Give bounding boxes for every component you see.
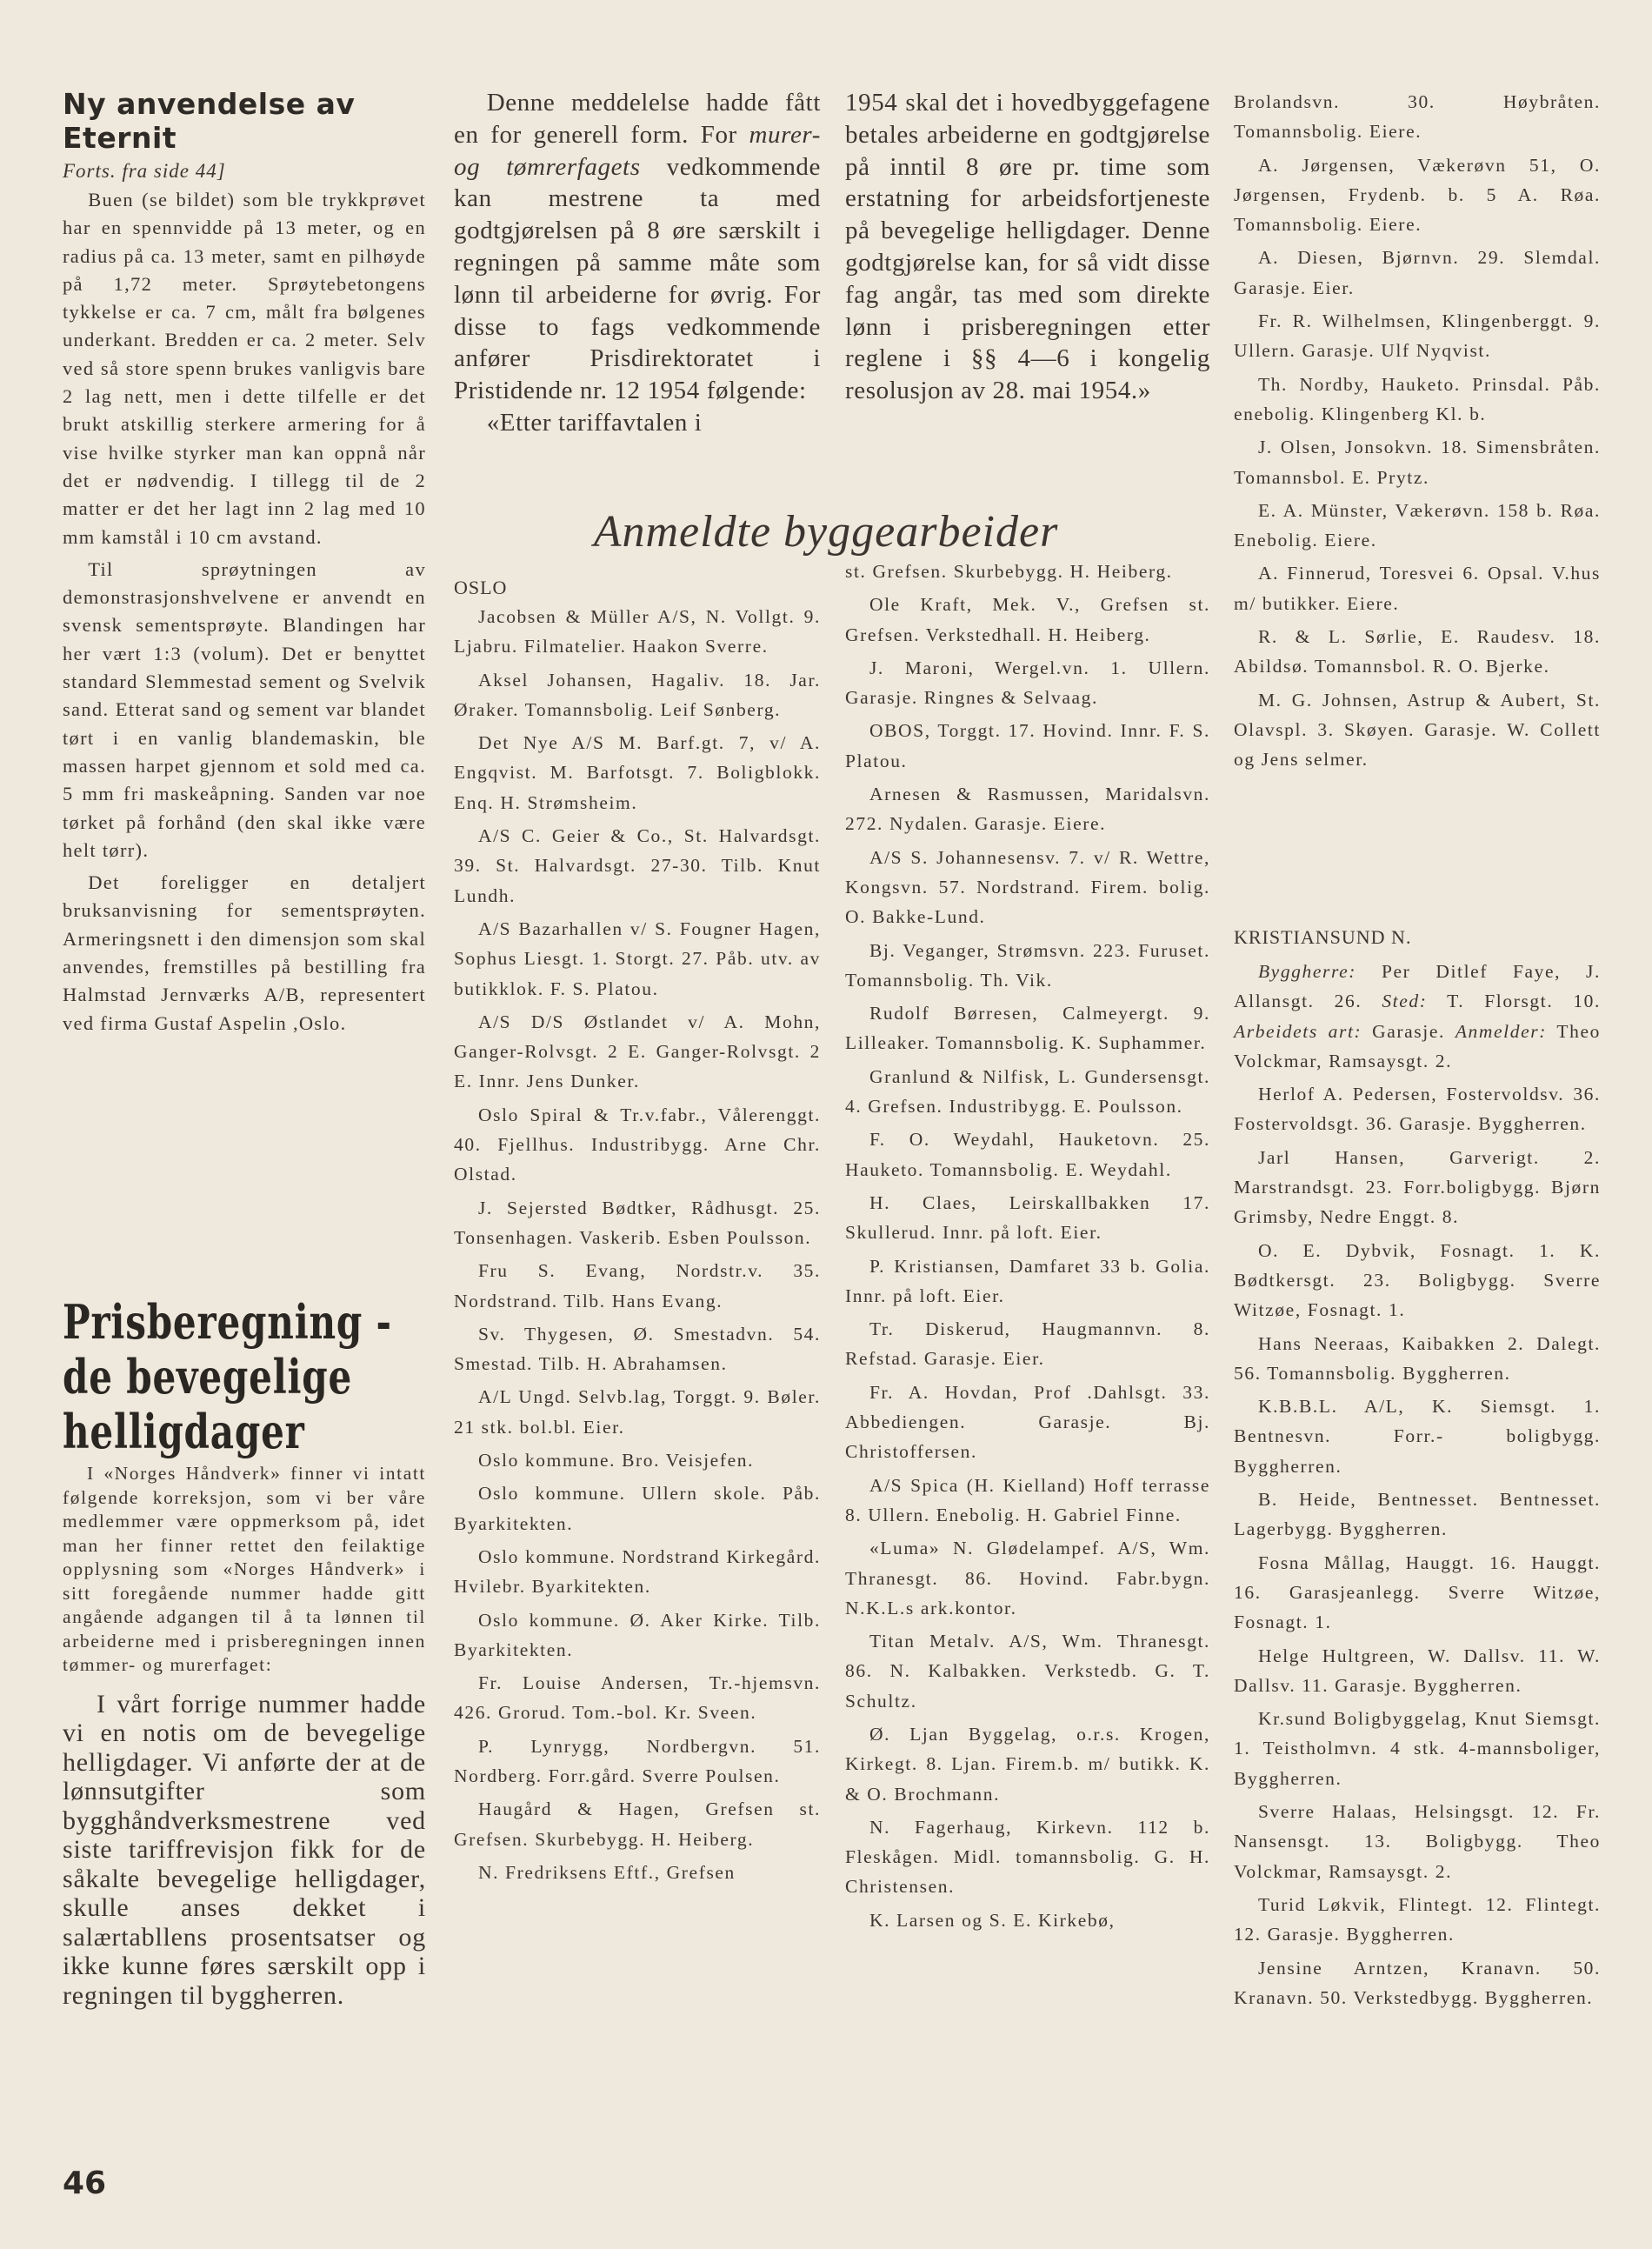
list-item: P. Lynrygg, Nordbergvn. 51. Nordberg. Forr.gård. Sverre Poulsen.	[454, 1735, 821, 1786]
list-item: OBOS, Torggt. 17. Hovind. Innr. F. S. Platou.	[845, 720, 1210, 771]
listing-column	[1234, 924, 1601, 2016]
list-item: Det foreligger en detaljert bruksanvisning for sementsprøyten. Armeringsnett i den dimensjon som skal anvendes, fremstilles på bestilling fra Halmstad Jernværks A/B, representert ved firma Gustaf Aspelin ,Oslo.	[63, 871, 426, 1034]
list-item: Th. Nordby, Hauketo. Prinsdal. Påb. enebolig. Klingenberg Kl. b.	[1234, 373, 1601, 424]
list-item	[454, 407, 821, 439]
article-title	[63, 1294, 426, 1459]
list-item: N. Fredriksens Eftf., Grefsen	[477, 1861, 736, 1883]
list-item: Herlof A. Pedersen, Fostervoldsv. 36. Fostervoldsgt. 36. Garasje. Byggherren.	[1234, 1084, 1601, 1135]
list-item: Sverre Halaas, Helsingsgt. 12. Fr. Nansensgt. 13. Boligbygg. Theo Volckmar, Ramsaysgt. 2.	[1234, 1801, 1601, 1882]
list-item: Fr. R. Wilhelmsen, Klingenberggt. 9. Ullern. Garasje. Ulf Nyqvist.	[1234, 310, 1601, 362]
list-item: A/S D/S Østlandet v/ A. Mohn, Ganger-Rolvsgt. 2 E. Ganger-Rolvsgt. 2 E. Innr. Jens Dunker.	[454, 1011, 821, 1092]
text-segment: Denne meddelelse hadde fått en for generell form. For	[454, 89, 821, 149]
list-item: N. Fagerhaug, Kirkevn. 112 b. Fleskågen. Midl. tomannsbolig. G. H. Christensen.	[845, 1816, 1210, 1898]
list-item: Fr. Louise Andersen, Tr.-hjemsvn. 426. Grorud. Tom.-bol. Kr. Sveen.	[454, 1672, 821, 1724]
section-heading-oslo: OSLO	[454, 577, 508, 598]
list-item: A. Diesen, Bjørnvn. 29. Slemdal. Garasje. Eier.	[1234, 247, 1601, 298]
listing-title: Anmeldte byggearbeider	[593, 507, 1059, 557]
list-item: Oslo Spiral & Tr.v.fabr., Vålerenggt. 40. Fjellhus. Industribygg. Arne Chr. Olstad.	[454, 1104, 821, 1185]
list-item: R. & L. Sørlie, E. Raudesv. 18. Abildsø. Tomannsbol. R. O. Bjerke.	[1234, 626, 1601, 677]
list-item: A/S S. Johannesensv. 7. v/ R. Wettre, Kongsvn. 57. Nordstrand. Firem. bolig. O. Bakke-Lund.	[845, 846, 1210, 928]
list-item: A/S C. Geier & Co., St. Halvardsgt. 39. St. Halvardsgt. 27-30. Tilb. Knut Lundh.	[454, 825, 821, 906]
list-item: Fru S. Evang, Nordstr.v. 35. Nordstrand. Tilb. Hans Evang.	[454, 1260, 821, 1311]
list-item: A/S Bazarhallen v/ S. Fougner Hagen, Sophus Liesgt. 1. Storgt. 27. Påb. utv. av butikklok. F. S. Platou.	[454, 918, 821, 999]
list-item: K. Larsen og S. E. Kirkebø,	[869, 1909, 1116, 1931]
list-item: Tr. Diskerud, Haugmannvn. 8. Refstad. Garasje. Eier.	[845, 1318, 1210, 1370]
list-item: Oslo kommune. Bro. Veisjefen.	[477, 1450, 755, 1472]
italic-label: murer- og tømrerfagets	[454, 120, 821, 181]
list-item: A. Jørgensen, Vækerøvn 51, O. Jørgensen, Frydenb. b. 5 A. Røa. Tomannsbolig. Eiere.	[1234, 154, 1601, 236]
title-line: de bevegelige	[63, 1349, 353, 1405]
list-item: Haugård & Hagen, Grefsen st. Grefsen. Skurbebygg. H. Heiberg.	[454, 1799, 821, 1850]
continued-note: Forts. fra side 44]	[63, 160, 226, 182]
list-item: Hans Neeraas, Kaibakken 2. Dalegt. 56. Tomannsbolig. Byggherren.	[1234, 1332, 1601, 1384]
section-heading-kristiansund: KRISTIANSUND N.	[1234, 926, 1412, 948]
list-item: Jarl Hansen, Garverigt. 2. Marstrandsgt. 23. Forr.boligbygg. Bjørn Grimsby, Nedre Enggt. 8.	[1234, 1146, 1601, 1228]
list-item: Oslo kommune. Ullern skole. Påb. Byarkitekten.	[454, 1483, 821, 1534]
list-item: F. O. Weydahl, Hauketovn. 25. Hauketo. Tomannsbolig. E. Weydahl.	[845, 1129, 1210, 1180]
list-item: Bj. Veganger, Strømsvn. 223. Furuset. Tomannsbolig. Th. Vik.	[845, 939, 1210, 991]
list-item: «Luma» N. Glødelampef. A/S, Wm. Thranesgt. 86. Hovind. Fabr.bygn. N.K.L.s ark.kontor.	[845, 1538, 1210, 1618]
list-item: Helge Hultgreen, W. Dallsv. 11. W. Dallsv. 11. Garasje. Byggherren.	[1234, 1645, 1601, 1696]
list-item: Til sprøytningen av demonstrasjonshvelvene er anvendt en svensk sementsprøyte. Blandingen har her vært 1:3 (volum). Det er benyttet standard Slemmestad sement og Svelvik sand. Etterat sand og sement var blandet tørt i en vanlig blandemaskin, ble massen harpet gjennom et sold med ca. 5 mm fri maskeåpning. Sanden var noe tørket på forhånd (den skal ikke være helt tørr).	[63, 557, 426, 861]
list-item: Fr. A. Hovdan, Prof .Dahlsgt. 33. Abbediengen. Garasje. Bj. Christoffersen.	[845, 1381, 1210, 1463]
text-segment: Garasje.	[1362, 1020, 1455, 1042]
title-line: Prisberegning -	[63, 1294, 392, 1350]
italic-label: Byggherre:	[1257, 961, 1357, 982]
list-item: M. G. Johnsen, Astrup & Aubert, St. Olavspl. 3. Skøyen. Garasje. W. Collett og Jens selmer.	[1234, 689, 1601, 771]
list-item: Ole Kraft, Mek. V., Grefsen st. Grefsen. Verkstedhall. H. Heiberg.	[845, 594, 1210, 645]
article-eternit	[63, 87, 426, 1042]
list-item: B. Heide, Bentnesset. Bentnesset. Lagerbygg. Byggherren.	[1234, 1489, 1601, 1540]
list-item: Fosna Mållag, Hauggt. 16. Hauggt. 16. Garasjeanlegg. Sverre Witzøe, Fosnagt. 1.	[1234, 1552, 1601, 1633]
list-item: Oslo kommune. Nordstrand Kirkegård. Hvilebr. Byarkitekten.	[454, 1545, 821, 1598]
intro-paragraph: I «Norges Håndverk» finner vi intatt følgende korreksjon, som vi ber våre medlemmer være oppmerksom på, idet man her finner rettet den feilaktige opplysning som «Norges Håndverk» i sitt foregående nummer hadde gitt angående adgangen til å ta lønnen til arbeiderne med i prisberegningen innen tømmer- og murerfaget:	[63, 1463, 426, 1675]
listing-column	[845, 557, 1210, 1939]
list-item: Kr.sund Boligbyggelag, Knut Siemsgt. 1. Teistholmvn. 4 stk. 4-mannsboliger, Byggherren.	[1234, 1708, 1601, 1789]
italic-label: Sted:	[1382, 991, 1428, 1012]
list-item: Aksel Johansen, Hagaliv. 18. Jar. Øraker. Tomannsbolig. Leif Sønberg.	[454, 669, 821, 720]
list-item: J. Olsen, Jonsokvn. 18. Simensbråten. Tomannsbol. E. Prytz.	[1234, 437, 1601, 488]
article-title: Ny anvendelse av Eternit	[63, 87, 356, 155]
list-item: Jensine Arntzen, Kranavn. 50. Kranavn. 50. Verkstedbygg. Byggherren.	[1234, 1957, 1601, 2008]
list-item: E. A. Münster, Vækerøvn. 158 b. Røa. Enebolig. Eiere.	[1234, 499, 1601, 551]
list-item	[454, 87, 821, 407]
italic-label: Anmelder:	[1455, 1020, 1547, 1042]
list-item: Buen (se bildet) som ble trykkprøvet har en spennvidde på 13 meter, og en radius på ca. 13 meter, samt en pilhøyde på 1,72 meter. Sprøytebetongens tykkelse er ca. 7 cm, målt fra bølgenes underkant. Bredden er ca. 2 meter. Selv ved så store spenn brukes vanligvis bare 2 lag nett, men i dette tilfelle er det brukt atskillig sterkere armering for å vise hvilke styrker man kan oppnå når det er nødvendig. I tillegg til de 2 matter er det her lagt inn 2 lag med 10 mm kamstål i 10 cm avstand.	[63, 189, 426, 548]
article-continuation	[454, 87, 821, 439]
text-segment: «Etter tariffavtalen i	[486, 408, 703, 437]
list-item: Jacobsen & Müller A/S, N. Vollgt. 9. Ljabru. Filmatelier. Haakon Sverre.	[454, 606, 821, 657]
list-item: P. Kristiansen, Damfaret 33 b. Golia. Innr. på loft. Eier.	[845, 1255, 1210, 1306]
quote-paragraph: I vårt forrige nummer hadde vi en notis om de bevegelige helligdager. Vi anførte der at de lønnsutgifter som bygghåndverksmestrene ved siste tariffrevisjon fikk for de såkalte bevegelige helligdager, skulle anses dekket i salærtabllens prosentsatser og ikke kunne føres særskilt opp i regningen til byggherren.	[63, 1689, 426, 2010]
article-body	[63, 186, 426, 1038]
quote-continuation: 1954 skal det i hovedbyggefagene betales arbeiderne en godtgjørelse på inntil 8 øre pr. time som erstatning for arbeidsfortjeneste på bevegelige helligdager. Denne godtgjørelse kan, for så vidt disse fag angår, tas med som direkte lønn i prisberegningen etter reglene i §§ 4—6 i kongelig resolusjon av 28. mai 1954.»	[845, 89, 1210, 405]
list-item: H. Claes, Leirskallbakken 17. Skullerud. Innr. på loft. Eier.	[845, 1191, 1210, 1244]
list-item: Titan Metalv. A/S, Wm. Thranesgt. 86. N. Kalbakken. Verkstedb. G. T. Schultz.	[845, 1631, 1210, 1712]
list-item: A. Finnerud, Toresvei 6. Opsal. V.hus m/ butikker. Eiere.	[1234, 563, 1601, 614]
list-item: O. E. Dybvik, Fosnagt. 1. K. Bødtkersgt. 23. Boligbygg. Sverre Witzøe, Fosnagt. 1.	[1234, 1239, 1601, 1321]
list-item: K.B.B.L. A/L, K. Siemsgt. 1. Bentnesvn. Forr.- boligbygg. Byggherren.	[1234, 1396, 1601, 1477]
list-item: Granlund & Nilfisk, L. Gundersensgt. 4. Grefsen. Industribygg. E. Poulsson.	[845, 1065, 1210, 1118]
text-segment: Theo Volckmar, Ramsaysgt. 2.	[1234, 1020, 1601, 1071]
listing-column	[1234, 87, 1601, 778]
listing-column	[454, 574, 821, 1891]
list-item: J. Sejersted Bødtker, Rådhusgt. 25. Tonsenhagen. Vaskerib. Esben Poulsson.	[454, 1197, 821, 1248]
italic-label: Arbeidets art:	[1234, 1020, 1362, 1042]
page-number: 46	[63, 2166, 107, 2201]
list-item: Det Nye A/S M. Barf.gt. 7, v/ A. Engqvist. M. Barfotsgt. 7. Boligblokk. Enq. H. Strømsheim.	[454, 732, 821, 813]
list-item: Oslo kommune. Ø. Aker Kirke. Tilb. Byarkitekten.	[454, 1609, 821, 1660]
list-item-continuation: st. Grefsen. Skurbebygg. H. Heiberg.	[845, 561, 1173, 582]
title-line: helligdager	[63, 1404, 305, 1459]
list-item-continuation: Brolandsvn. 30. Høybråten. Tomannsbolig. Eiere.	[1234, 91, 1601, 143]
article-prisberegning	[63, 1294, 426, 2010]
list-item: Arnesen & Rasmussen, Maridalsvn. 272. Nydalen. Garasje. Eiere.	[845, 784, 1210, 835]
list-item	[1234, 957, 1601, 1076]
list-item: J. Maroni, Wergel.vn. 1. Ullern. Garasje. Ringnes & Selvaag.	[845, 657, 1210, 709]
text-segment: vedkommende kan mestrene ta med godtgjørelsen på 8 øre særskilt i regningen på samme måte som lønn til arbeiderne for øvrig. For disse to fags vedkommende anfører Prisdirektoratet i Pristidende nr. 12 1954 følgende:	[454, 152, 821, 405]
text-segment: Per Ditlef Faye, J. Allansgt. 26.	[1234, 961, 1601, 1012]
list-item: A/L Ungd. Selvb.lag, Torggt. 9. Bøler. 21 stk. bol.bl. Eier.	[454, 1386, 821, 1438]
list-item: A/S Spica (H. Kielland) Hoff terrasse 8. Ullern. Enebolig. H. Gabriel Finne.	[845, 1474, 1210, 1525]
list-item: Ø. Ljan Byggelag, o.r.s. Krogen, Kirkegt. 8. Ljan. Firem.b. m/ butikk. K. & O. Brochmann.	[845, 1723, 1210, 1805]
article-continuation	[845, 87, 1210, 407]
list-item: Rudolf Børresen, Calmeyergt. 9. Lilleaker. Tomannsbolig. K. Suphammer.	[845, 1003, 1210, 1054]
text-segment: T. Florsgt. 10.	[1427, 991, 1601, 1012]
list-item: Turid Løkvik, Flintegt. 12. Flintegt. 12. Garasje. Byggherren.	[1234, 1893, 1601, 1945]
list-item: Sv. Thygesen, Ø. Smestadvn. 54. Smestad. Tilb. H. Abrahamsen.	[454, 1323, 821, 1375]
